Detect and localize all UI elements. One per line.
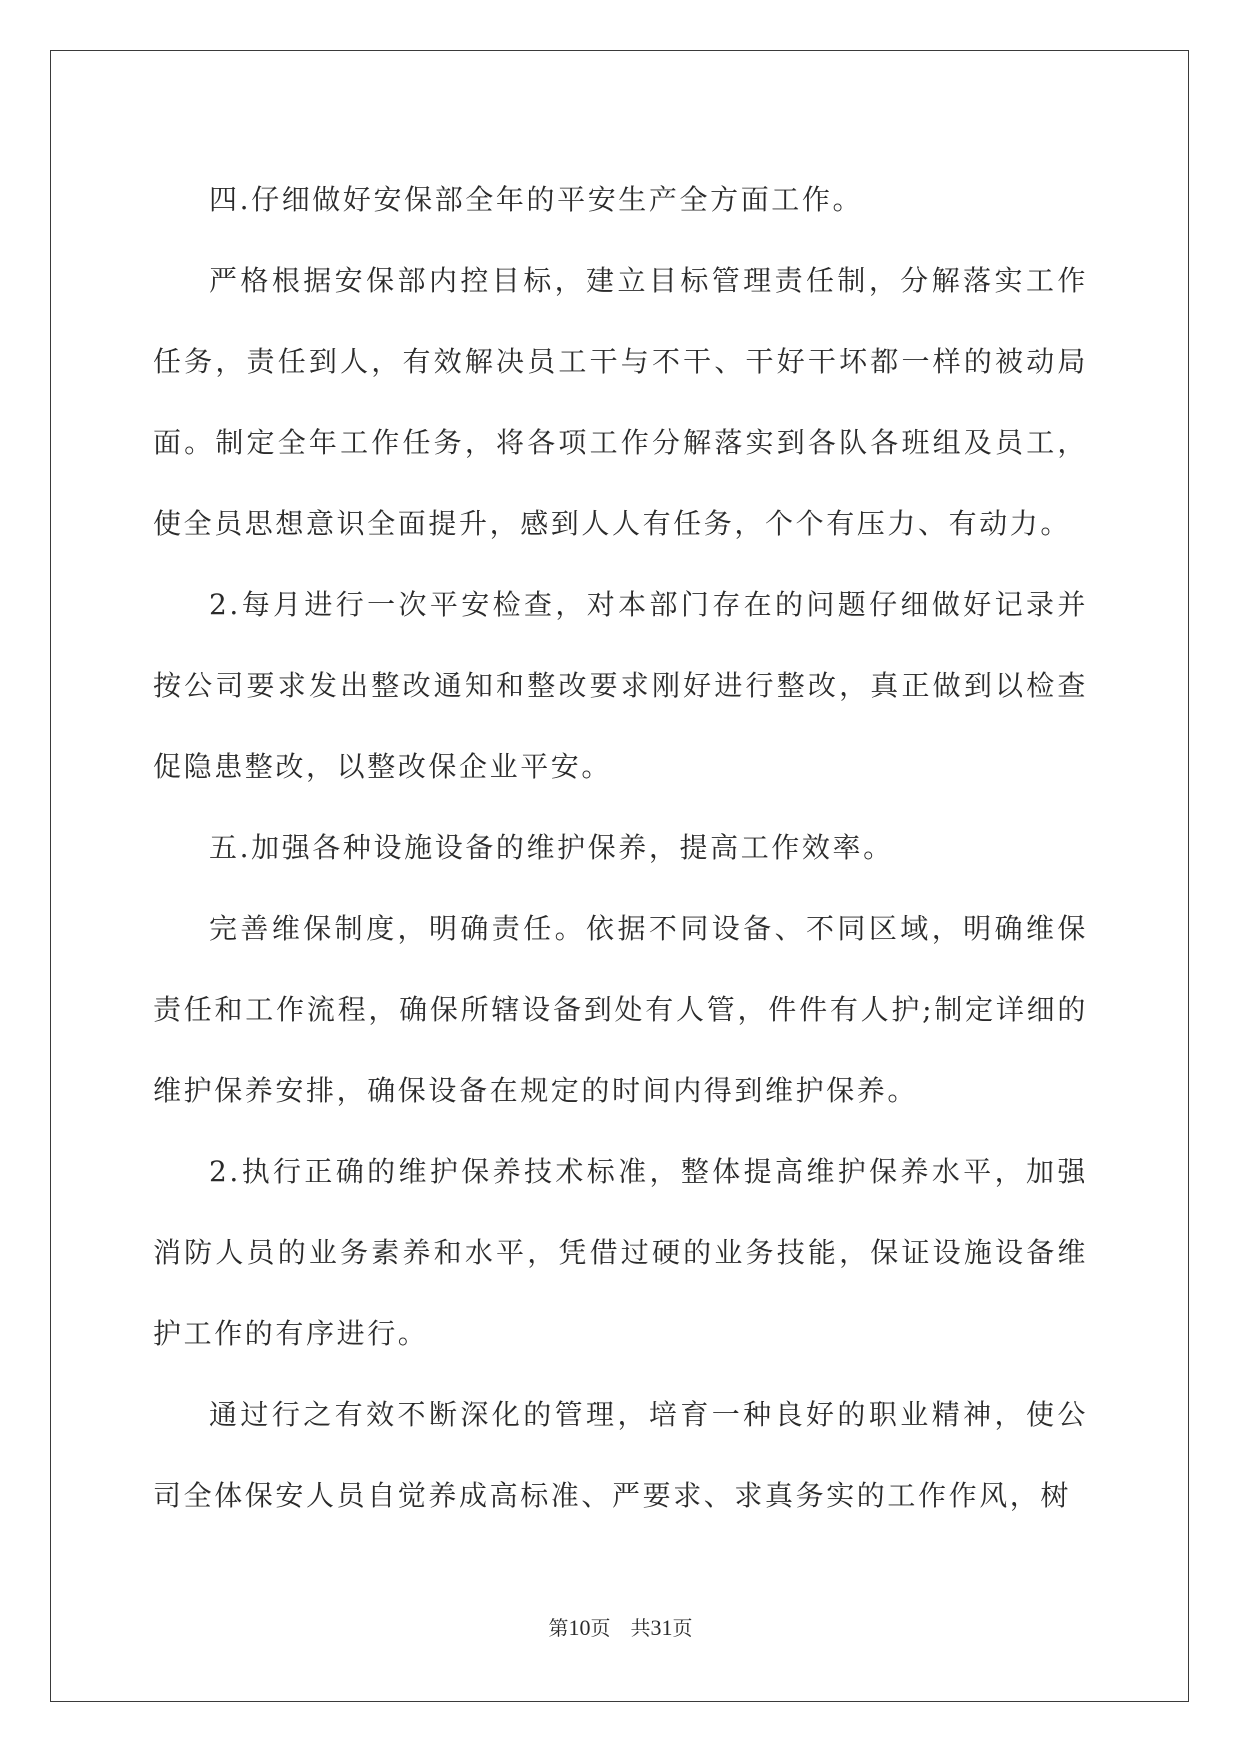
page-suffix: 页 — [590, 1616, 611, 1640]
total-suffix: 页 — [672, 1616, 693, 1640]
paragraph: 2.执行正确的维护保养技术标准，整体提高维护保养水平，加强消防人员的业务素养和水平，凭借过硬的业务技能，保证设施设备维护工作的有序进行。 — [153, 1155, 1088, 1350]
total-pages-number: 31 — [650, 1615, 673, 1640]
paragraph: 严格根据安保部内控目标，建立目标管理责任制，分解落实工作任务，责任到人，有效解决员工干与不干、干好干坏都一样的被动局面。制定全年工作任务，将各项工作分解落实到各队各班组及员工，使全员思想意识全面提升，感到人人有任务，个个有压力、有动力。 — [153, 264, 1088, 540]
document-body — [153, 159, 1088, 1536]
paragraph: 完善维保制度，明确责任。依据不同设备、不同区域，明确维保责任和工作流程，确保所辖设备到处有人管，件件有人护;制定详细的维护保养安排，确保设备在规定的时间内得到维护保养。 — [153, 912, 1088, 1107]
page-prefix: 第 — [548, 1616, 569, 1640]
total-prefix: 共 — [630, 1616, 651, 1640]
paragraph: 2.每月进行一次平安检查，对本部门存在的问题仔细做好记录并按公司要求发出整改通知和整改要求刚好进行整改，真正做到以检查促隐患整改，以整改保企业平安。 — [153, 588, 1088, 783]
paragraph-heading-4: 四.仔细做好安保部全年的平安生产全方面工作。 — [209, 183, 864, 216]
paragraph-heading-5: 五.加强各种设施设备的维护保养，提高工作效率。 — [209, 831, 894, 864]
current-page-number: 10 — [568, 1615, 591, 1640]
paragraph: 通过行之有效不断深化的管理，培育一种良好的职业精神，使公司全体保安人员自觉养成高标准、严要求、求真务实的工作作风，树 — [153, 1398, 1088, 1512]
page-footer — [0, 1614, 1241, 1642]
